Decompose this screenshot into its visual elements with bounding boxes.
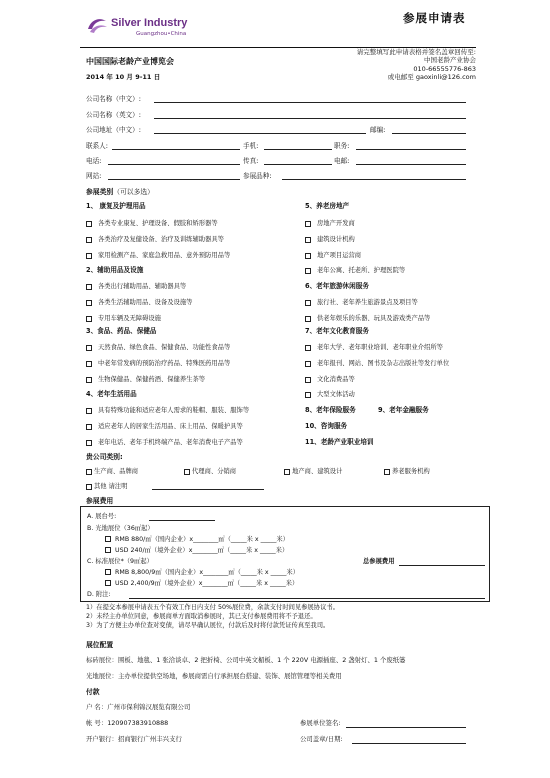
mobile-label: 手机: bbox=[243, 142, 259, 150]
booth-number-label: A. 展台号: bbox=[87, 513, 117, 520]
remarks-label: D. 附注: bbox=[87, 591, 111, 598]
option-label: 文化消费品等 bbox=[317, 376, 355, 383]
category-8-title: 8、老年保险服务 bbox=[305, 406, 356, 414]
event-date: 2014 年 10 月 9-11 日 bbox=[86, 73, 161, 81]
checkbox[interactable] bbox=[105, 580, 111, 586]
raw-space-rmb-text: RMB 880/㎡（国内企业）x________㎡（_____米 x _____米） bbox=[115, 536, 289, 543]
organizer-line: 或电邮至 gaoxinli@126.com bbox=[387, 73, 476, 82]
company-name-en-label: 公司名称（英文）: bbox=[86, 111, 141, 119]
company-seal-field[interactable] bbox=[352, 743, 466, 744]
exhibitor-signature-label: 参展单位签名: bbox=[300, 719, 341, 727]
category-option[interactable] bbox=[305, 299, 418, 307]
note-line: 2）未经主办单位同意，参展商单方面取消参展时，其已支付参展费用将不予退还。 bbox=[86, 613, 317, 621]
checkbox[interactable] bbox=[86, 424, 92, 430]
fax-label: 传真: bbox=[243, 157, 259, 165]
category-3-title: 3、食品、药品、保健品 bbox=[86, 327, 157, 335]
checkbox[interactable] bbox=[86, 440, 92, 446]
category-option[interactable] bbox=[86, 407, 249, 415]
option-label: 生产商、品牌商 bbox=[94, 468, 139, 475]
option-label: 老年电话、老年手机终端产品、老年消费电子产品等 bbox=[98, 439, 243, 446]
company-type-option[interactable] bbox=[284, 468, 342, 476]
checkbox[interactable] bbox=[86, 316, 92, 322]
option-label: 地产项目运营商 bbox=[317, 252, 362, 259]
note-line: 3）为了方便主办单位查对变债，请尽早确认展位，付款后及时将付款凭证传真至我司。 bbox=[86, 622, 330, 630]
account-number-row bbox=[86, 720, 168, 728]
checkbox[interactable] bbox=[305, 316, 311, 322]
mobile-field[interactable] bbox=[264, 149, 332, 150]
option-label: 代理商、分销商 bbox=[192, 468, 237, 475]
option-label: 老年报刊、网站、图书及杂志出版社等发行单位 bbox=[317, 360, 450, 367]
checkbox[interactable] bbox=[86, 408, 92, 414]
total-fee-field[interactable] bbox=[399, 565, 485, 566]
total-fee-label: 总参展费用 bbox=[363, 558, 395, 565]
option-label: 中老年常发病的预防治疗药品、特殊医药用品等 bbox=[98, 360, 231, 367]
standard-booth-config: 标砖展位：围板、地毯、1 张洽谈卓、2 把折椅、公司中英文楣板、1 个 220V 电源插座、2 盏射灯、1 个废纸篓 bbox=[86, 656, 406, 664]
products-label: 参展品种: bbox=[243, 172, 272, 180]
category-option[interactable] bbox=[305, 391, 355, 399]
option-label: 各类治疗及复健设备、治疗及训练辅助器具等 bbox=[98, 236, 224, 243]
company-address-label: 公司地址（中文）: bbox=[86, 126, 141, 134]
checkbox[interactable] bbox=[305, 392, 311, 398]
category-option[interactable] bbox=[86, 299, 192, 307]
category-5-title: 5、养老房地产 bbox=[305, 202, 350, 210]
account-number-value: 120907383910888 bbox=[107, 719, 169, 727]
category-6-title: 6、老年旅游休闲服务 bbox=[305, 282, 369, 290]
checkbox[interactable] bbox=[86, 237, 92, 243]
exhibitor-signature-field[interactable] bbox=[346, 727, 466, 728]
category-7-title: 7、老年文化教育服务 bbox=[305, 327, 369, 335]
account-number-label: 帐 号： bbox=[86, 719, 108, 727]
category-option[interactable] bbox=[305, 267, 405, 275]
checkbox[interactable] bbox=[184, 469, 190, 475]
option-label: 老年大学、老年职业培训、老年职业介绍所等 bbox=[317, 344, 443, 351]
option-label: 专用车辆及无障碍设施 bbox=[98, 315, 161, 322]
checkbox[interactable] bbox=[305, 361, 311, 367]
category-option[interactable] bbox=[305, 220, 355, 228]
checkbox[interactable] bbox=[86, 469, 92, 475]
company-seal-label: 公司盖章/日期: bbox=[300, 735, 343, 743]
company-name-cn-label: 公司名称（中文）: bbox=[86, 95, 141, 103]
checkbox[interactable] bbox=[86, 377, 92, 383]
checkbox[interactable] bbox=[105, 536, 111, 542]
option-label: 建筑设计机构 bbox=[317, 236, 355, 243]
checkbox[interactable] bbox=[105, 569, 111, 575]
standard-booth-rmb-text: RMB 8,800/9㎡（国内企业）x________㎡（_____米 x _____米） bbox=[115, 569, 299, 576]
standard-booth-usd[interactable] bbox=[105, 580, 298, 588]
company-type-option[interactable] bbox=[184, 468, 236, 476]
checkbox[interactable] bbox=[305, 300, 311, 306]
account-name-value: 广州市保利锦汉展览有限公司 bbox=[107, 703, 191, 711]
option-label: 地产商、建筑设计 bbox=[292, 468, 343, 475]
option-label: 各类专业康复、护理设备、假肢和矫形器等 bbox=[98, 220, 218, 227]
checkbox[interactable] bbox=[384, 469, 390, 475]
checkbox[interactable] bbox=[86, 361, 92, 367]
option-label: 养老服务机构 bbox=[392, 468, 430, 475]
standard-booth-label: C. 标准展位*（9㎡起） bbox=[87, 558, 153, 565]
position-field[interactable] bbox=[356, 149, 466, 150]
organizer-line: 请完整填写此申请表格并签名盖章回传至: bbox=[356, 48, 476, 56]
account-name-row bbox=[86, 704, 190, 712]
remarks-field[interactable] bbox=[129, 598, 485, 599]
checkbox[interactable] bbox=[305, 237, 311, 243]
option-label: 各类出行辅助用品、辅助器具等 bbox=[98, 283, 187, 290]
organizer-contact bbox=[300, 48, 476, 82]
standard-booth-rmb[interactable] bbox=[105, 569, 299, 577]
category-option[interactable] bbox=[305, 315, 430, 323]
logo-name: Silver Industry bbox=[111, 17, 188, 29]
organizer-line: 010-66555776-863 bbox=[413, 64, 476, 73]
note-line: 1）在提交本参展申请表五个有效工作日内支付 50%展位费，余款支付时间见参展协议书。 bbox=[86, 604, 339, 611]
category-option[interactable] bbox=[86, 220, 218, 228]
category-option[interactable] bbox=[305, 236, 355, 244]
category-option[interactable] bbox=[305, 376, 355, 384]
category-option[interactable] bbox=[86, 283, 186, 291]
company-type-option[interactable] bbox=[86, 468, 138, 476]
checkbox[interactable] bbox=[86, 484, 92, 490]
option-label: 老年公寓、托老所、护理医院等 bbox=[317, 267, 406, 274]
silver-industry-logo bbox=[86, 12, 206, 50]
website-label: 网站: bbox=[86, 172, 102, 180]
raw-space-usd[interactable] bbox=[105, 547, 288, 555]
checkbox[interactable] bbox=[284, 469, 290, 475]
category-option[interactable] bbox=[86, 360, 230, 368]
website-field[interactable] bbox=[108, 179, 240, 180]
categories-title bbox=[86, 188, 154, 196]
fees-box bbox=[80, 506, 490, 602]
fees-title: 参展费用 bbox=[86, 497, 114, 505]
payment-notes bbox=[86, 603, 339, 630]
raw-space-label: B. 光地展位（36㎡起） bbox=[87, 525, 154, 532]
category-option[interactable] bbox=[86, 344, 230, 352]
option-label: 生物保健品、保健药酒、保健养生茶等 bbox=[98, 376, 206, 383]
category-option[interactable] bbox=[305, 360, 449, 368]
checkbox[interactable] bbox=[86, 345, 92, 351]
contact-field[interactable] bbox=[112, 149, 240, 150]
category-option[interactable] bbox=[86, 423, 243, 431]
booth-config-title: 展位配置 bbox=[86, 641, 114, 649]
event-name: 中国国际老龄产业博览会 bbox=[86, 57, 174, 66]
company-name-en-field[interactable] bbox=[154, 118, 466, 119]
category-option[interactable] bbox=[86, 315, 161, 323]
category-11-title: 11、老龄产业职业培训 bbox=[305, 438, 374, 446]
checkbox[interactable] bbox=[305, 253, 311, 259]
bank-label: 开户银行： bbox=[86, 735, 118, 743]
checkbox[interactable] bbox=[305, 221, 311, 227]
categories-title-text: 参展类别 bbox=[86, 188, 114, 196]
category-10-title: 10、咨询服务 bbox=[305, 422, 348, 430]
phone-field[interactable] bbox=[108, 164, 240, 165]
option-label: 旅行社、老年养生旅游景点及项目等 bbox=[317, 299, 418, 306]
raw-space-rmb[interactable] bbox=[105, 536, 289, 544]
option-label: 房地产开发商 bbox=[317, 220, 355, 227]
category-option[interactable] bbox=[86, 376, 205, 384]
company-address-field[interactable] bbox=[154, 133, 366, 134]
payment-title: 付款 bbox=[86, 688, 100, 696]
email-field[interactable] bbox=[356, 164, 466, 165]
account-name-label: 户 名： bbox=[86, 703, 108, 711]
contact-label: 联系人: bbox=[86, 142, 109, 150]
option-label: 天然食品、绿色食品、保健食品、功能性食品等 bbox=[98, 344, 231, 351]
option-label: 家用检测产品、家庭急救用品、意外预防用品等 bbox=[98, 252, 231, 259]
checkbox[interactable] bbox=[86, 253, 92, 259]
logo-mark-icon bbox=[86, 15, 108, 37]
option-label: 大型文体活动 bbox=[317, 391, 355, 398]
raw-space-usd-text: USD 240/㎡（境外企业）x________㎡（_____米 x _____米） bbox=[115, 547, 289, 554]
logo-subtitle: Guangzhou•China bbox=[136, 31, 187, 37]
company-type-title: 贵公司类别: bbox=[86, 453, 123, 461]
checkbox[interactable] bbox=[105, 547, 111, 553]
option-label: 各类生活辅助用品、设备及设施等 bbox=[98, 299, 193, 306]
category-9-title: 9、老年金融服务 bbox=[378, 406, 429, 414]
option-label: 适应老年人的居家生活用品、床上用品、保暖护具等 bbox=[98, 423, 243, 430]
organizer-line: 中国老龄产业协会 bbox=[424, 56, 476, 65]
postcode-label: 邮编: bbox=[370, 126, 386, 134]
other-type-field[interactable] bbox=[152, 489, 264, 490]
bank-value: 招商银行广州丰兴支行 bbox=[117, 735, 182, 743]
category-1-title: 1、 康复及护理用品 bbox=[86, 202, 146, 210]
standard-booth-usd-text: USD 2,400/9㎡（境外企业）x________㎡（_____米 x _____米） bbox=[115, 580, 299, 587]
phone-label: 电话: bbox=[86, 157, 102, 165]
checkbox[interactable] bbox=[86, 284, 92, 290]
checkbox[interactable] bbox=[86, 221, 92, 227]
form-title: 参展申请表 bbox=[403, 11, 466, 25]
company-name-cn-field[interactable] bbox=[154, 102, 466, 103]
company-type-option[interactable] bbox=[384, 468, 430, 476]
checkbox[interactable] bbox=[86, 300, 92, 306]
categories-note: （可以多选） bbox=[113, 188, 154, 196]
booth-number-field[interactable] bbox=[149, 520, 215, 521]
fax-field[interactable] bbox=[264, 164, 332, 165]
category-option[interactable] bbox=[86, 439, 243, 447]
position-label: 职务: bbox=[334, 142, 350, 150]
bank-row bbox=[86, 736, 182, 744]
company-type-other[interactable] bbox=[86, 483, 128, 491]
products-field[interactable] bbox=[282, 179, 466, 180]
option-label: 供老年娱乐的乐器、玩具及游戏类产品等 bbox=[317, 315, 431, 322]
category-option[interactable] bbox=[86, 236, 224, 244]
postcode-field[interactable] bbox=[392, 133, 466, 134]
option-label: 具有特殊功能和适应老年人需求的鞋帽、服装、服饰等 bbox=[98, 407, 250, 414]
category-4-title: 4、老年生活用品 bbox=[86, 390, 137, 398]
category-option[interactable] bbox=[86, 252, 230, 260]
email-label: 电邮: bbox=[334, 157, 350, 165]
category-2-title: 2、辅助用品及设施 bbox=[86, 266, 144, 274]
raw-space-config: 光地展位：主办单位提供空场地，参展商需自行承担展台搭建、装饰、展馆管理等相关费用 bbox=[86, 672, 342, 680]
category-option[interactable] bbox=[305, 252, 361, 260]
category-option[interactable] bbox=[305, 344, 443, 352]
option-label: 其他 请注明 bbox=[94, 483, 128, 490]
checkbox[interactable] bbox=[305, 377, 311, 383]
checkbox[interactable] bbox=[305, 268, 311, 274]
checkbox[interactable] bbox=[305, 345, 311, 351]
